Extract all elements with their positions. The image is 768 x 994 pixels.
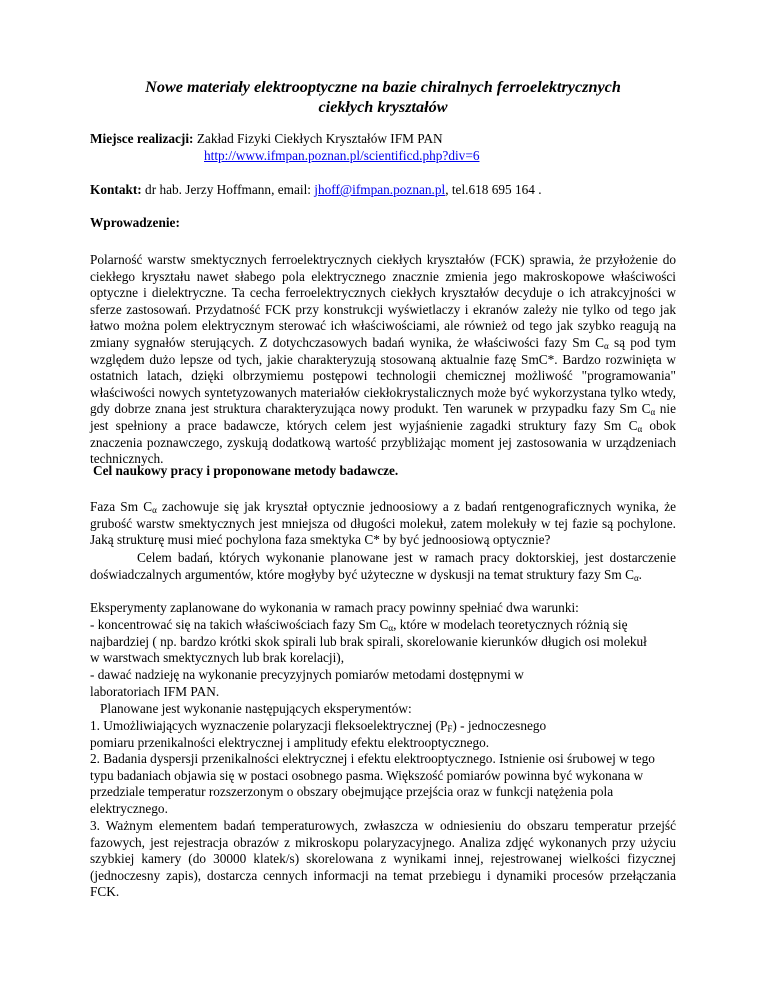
title-line-2: ciekłych kryształów	[318, 98, 448, 116]
goal-paragraph-2: Celem badań, których wykonanie planowane jest w ramach pracy doktorskiej, jest dostarczenie doświadczalnych argumentów, które mogłyby być użyteczne w dyskusji na temat struktury fazy Sm $C_\alpha$.	[90, 550, 676, 583]
location-link[interactable]: http://www.ifmpan.poznan.pl/scientificd.php?div=6	[204, 147, 480, 163]
location-value: Zakład Fizyki Ciekłych Kryształów IFM PAN	[196, 131, 443, 146]
experiment-2: 2. Badania dyspersji przenikalności elektrycznej i efektu elektrooptycznego. Istnienie osi śrubowej w tego typu badaniach objawia się w postaci osobnego pasma. Większość pomiarów powinna być wykonana w przedziale temperatur rozszerzonym o obszary obejmujące przejścia oraz w funkcji natężenia pola elektrycznego.	[90, 751, 655, 816]
goal-paragraph-3: Eksperymenty zaplanowane do wykonania w ramach pracy powinny spełniać dwa warunki:	[90, 600, 579, 615]
contact-block	[90, 182, 676, 199]
condition-1: - koncentrować się na takich właściwościach fazy Sm $C_\alpha$, które w modelach teoretycznych różnią się najbardziej ( np. bardzo krótki skok spirali lub brak spirali, skorelowanie kierunków długich osi molekuł w warstwach smektycznych lub brak korelacji),	[90, 617, 647, 666]
location-label: Miejsce realizacji:	[90, 131, 194, 146]
plan-line: Planowane jest wykonanie następujących eksperymentów:	[100, 701, 412, 716]
location-block	[90, 131, 676, 164]
contact-phone: , tel.618 695 164 .	[445, 182, 542, 197]
experiment-1: 1. Umożliwiających wyznaczenie polaryzacji fleksoelektrycznej $(P_F)$ - jednoczesnego pomiaru przenikalności elektrycznej i amplitudy efektu elektrooptycznego.	[90, 718, 547, 750]
experiment-3: 3. Ważnym elementem badań temperaturowych, zwłaszcza w odniesieniu do obszaru temperatur przejść fazowych, jest rejestracja obrazów z mikroskopu polaryzacyjnego. Analiza zdjęć wykonanych przy użyciu szybkiej kamery (do 30000 klatek/s) skorelowana z wynikami innej, rejestrowanej wielkości fizycznej (jednoczesny zapis), dostarcza cennych informacji na temat przebiegu i dynamiki procesów przełączania FCK.	[90, 818, 676, 900]
alpha-subscript: α	[604, 340, 609, 351]
contact-text: dr hab. Jerzy Hoffmann, email:	[145, 182, 311, 197]
alpha-subscript: α	[633, 572, 639, 583]
alpha-subscript: α	[388, 623, 394, 633]
goal-heading: Cel naukowy pracy i proponowane metody badawcze.	[93, 463, 399, 478]
title-line-1: Nowe materiały elektrooptyczne na bazie chiralnych ferroelektrycznych	[145, 78, 621, 96]
contact-label: Kontakt:	[90, 182, 142, 197]
condition-2: - dawać nadzieję na wykonanie precyzyjnych pomiarów metodami dostępnymi w laboratoriach IFM PAN.	[90, 667, 524, 699]
alpha-subscript: α	[152, 505, 157, 515]
alpha-subscript: α	[637, 423, 643, 434]
intro-heading: Wprowadzenie:	[90, 215, 180, 230]
goal-paragraph-1: Faza Sm $C_\alpha$ zachowuje się jak kryształ optycznie jednoosiowy a z badań rentgenograficznych wynika, że grubość warstw smektycznych jest mniejsza od długości molekuł, zatem molekuły w tej fazie są pochylone. Jaką strukturę musi mieć pochylona faza smektyka C* by być jednoosiową optycznie?	[90, 499, 676, 548]
alpha-subscript: α	[650, 407, 656, 418]
document-title	[90, 77, 676, 117]
intro-paragraph: Polarność warstw smektycznych ferroelektrycznych ciekłych kryształów (FCK) sprawia, że przyłożenie do ciekłego kryształu nawet słabego pola elektrycznego znacznie zmienia jego makroskopowe właściwości optyczne i dielektryczne. Ta cecha ferroelektrycznych ciekłych kryształów decyduje o ich atrakcyjności w sferze zastosowań. Przydatność FCK przy konstrukcji wyświetlaczy i ekranów zależy nie tylko od tego jak łatwo można polem elektrycznym sterować ich właściwościami, ale również od tego jak szybko reagują na zmiany sygnałów sterujących. Z dotychczasowych badań wynika, że właściwości fazy Sm $C_\alpha$ są pod tym względem dużo lepsze od tych, jakie charakteryzują stosowaną aktualnie fazę SmC*. Bardzo rozwinięta w ostatnich latach, dzięki olbrzymiemu postępowi technologii chemicznej możliwość "programowania" właściwości nowych syntetyzowanych materiałów ciekłokrystalicznych może być wykorzystana tylko wtedy, gdy dobrze znana jest struktura charakteryzująca nowy produkt. Ten warunek w przypadku fazy Sm $C_\alpha$ nie jest spełniony a prace badawcze, których celem jest wyjaśnienie zagadki struktury fazy Sm $C_\alpha$ obok znaczenia poznawczego, zyskują dodatkową wartość przybliżając moment jej zastosowania w urządzeniach technicznych.	[90, 252, 677, 467]
contact-email-link[interactable]: jhoff@ifmpan.poznan.pl	[314, 182, 446, 197]
